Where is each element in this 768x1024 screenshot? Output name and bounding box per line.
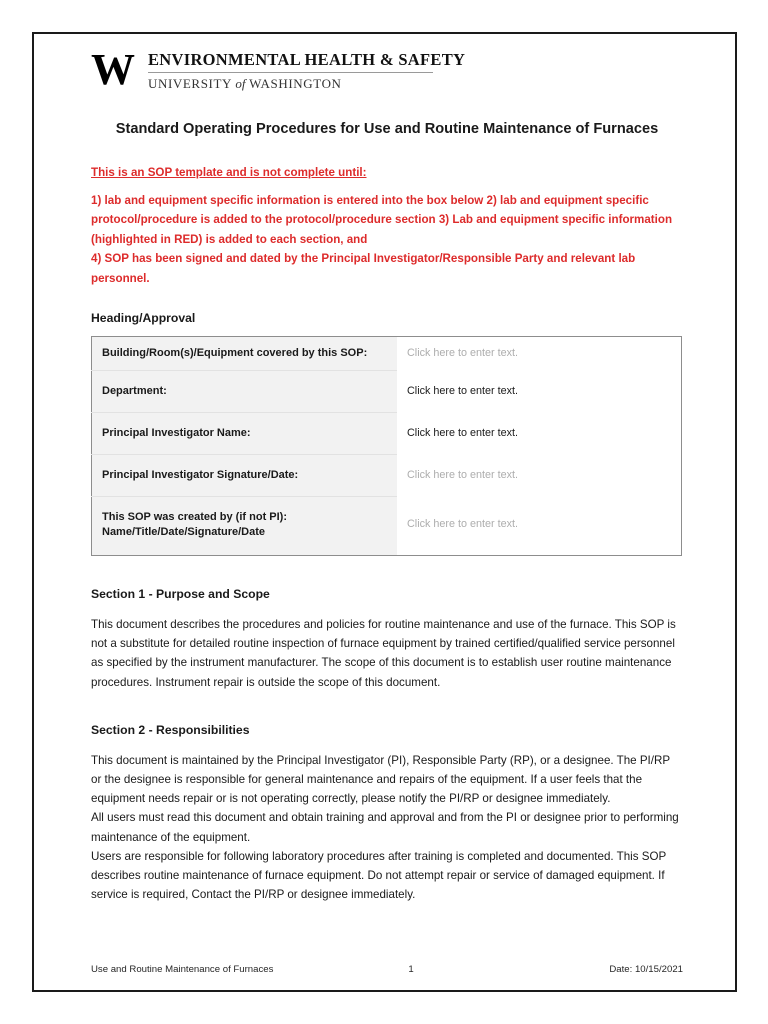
row-value-pi-name[interactable]: Click here to enter text. — [397, 413, 682, 455]
masthead-divider — [148, 72, 433, 73]
section-purpose-and-scope — [91, 586, 683, 692]
row-label-department: Department: — [92, 371, 398, 413]
university-name — [148, 76, 465, 91]
table-row — [92, 455, 682, 497]
page-border — [32, 32, 737, 992]
table-row — [92, 371, 682, 413]
university-prefix: UNIVERSITY — [148, 76, 232, 91]
notice-paragraph-1: 1) lab and equipment specific information is entered into the box below 2) lab and equipment specific protocol/procedure is added to the protocol/procedure section 3) Lab and equipment specific information (highlighted in RED) is added to each section, and — [91, 193, 673, 246]
notice-heading: This is an SOP template and is not complete until: — [91, 166, 367, 179]
table-row — [92, 413, 682, 455]
heading-approval-title: Heading/Approval — [91, 311, 196, 325]
template-notice — [91, 163, 683, 288]
row-value-department[interactable]: Click here to enter text. — [397, 371, 682, 413]
row-label-created-by — [92, 497, 398, 556]
row-value-pi-signature[interactable]: Click here to enter text. — [397, 455, 682, 497]
page-footer — [91, 963, 683, 976]
row-value-created-by[interactable]: Click here to enter text. — [397, 497, 682, 556]
notice-body — [91, 191, 683, 289]
section-1-body — [91, 615, 683, 692]
section-1-heading: Section 1 - Purpose and Scope — [91, 587, 270, 601]
table-row — [92, 497, 682, 556]
university-suffix: WASHINGTON — [249, 76, 342, 91]
section-2-paragraph-2: All users must read this document and obtain training and approval and from the PI or designee prior to performing maintenance of the equipment. — [91, 811, 679, 844]
row-value-building[interactable]: Click here to enter text. — [397, 337, 682, 371]
uw-w-logo-icon: W — [91, 45, 134, 94]
section-2-body — [91, 751, 683, 905]
notice-paragraph-2: 4) SOP has been signed and dated by the Principal Investigator/Responsible Party and relevant lab personnel. — [91, 252, 636, 285]
organization-name: ENVIRONMENTAL HEALTH & SAFETY — [148, 50, 466, 69]
row-label-building: Building/Room(s)/Equipment covered by this SOP: — [92, 337, 398, 371]
page-content — [91, 40, 683, 904]
masthead-text — [148, 46, 465, 91]
section-2-paragraph-3: Users are responsible for following laboratory procedures after training is completed and documented. This SOP describes routine maintenance of furnace equipment. Do not attempt repair or service of damaged equipment. If service is required, Contact the PI/RP or designee immediately. — [91, 849, 667, 902]
section-responsibilities — [91, 722, 683, 905]
page-title: Standard Operating Procedures for Use and Routine Maintenance of Furnaces — [115, 121, 659, 137]
footer-page-number: 1 — [408, 964, 414, 975]
document-masthead — [91, 40, 683, 104]
footer-document-name: Use and Routine Maintenance of Furnaces — [91, 964, 274, 975]
table-row — [92, 337, 682, 371]
heading-approval-table — [91, 336, 682, 556]
university-of: of — [235, 76, 246, 91]
footer-date: Date: 10/15/2021 — [609, 964, 683, 975]
row-label-pi-signature: Principal Investigator Signature/Date: — [92, 455, 398, 497]
section-1-paragraph: This document describes the procedures and policies for routine maintenance and use of the furnace. This SOP is not a substitute for detailed routine inspection of furnace equipment by trained certified/qualified service personnel as specified by the instrument manufacturer. The scope of this document is to establish user routine maintenance procedures. Instrument repair is outside the scope of this document. — [91, 618, 676, 689]
created-by-line-2: Name/Title/Date/Signature/Date — [102, 526, 266, 538]
section-2-heading: Section 2 - Responsibilities — [91, 722, 250, 737]
section-2-paragraph-1: This document is maintained by the Principal Investigator (PI), Responsible Party (RP), or a designee. The PI/RP or the designee is responsible for general maintenance and repairs of the equipment. If a user feels that the equipment needs repair or is not operating correctly, please notify the PI/RP or designee immediately. — [91, 753, 670, 806]
created-by-line-1: This SOP was created by (if not PI): — [102, 511, 288, 523]
row-label-pi-name: Principal Investigator Name: — [92, 413, 398, 455]
